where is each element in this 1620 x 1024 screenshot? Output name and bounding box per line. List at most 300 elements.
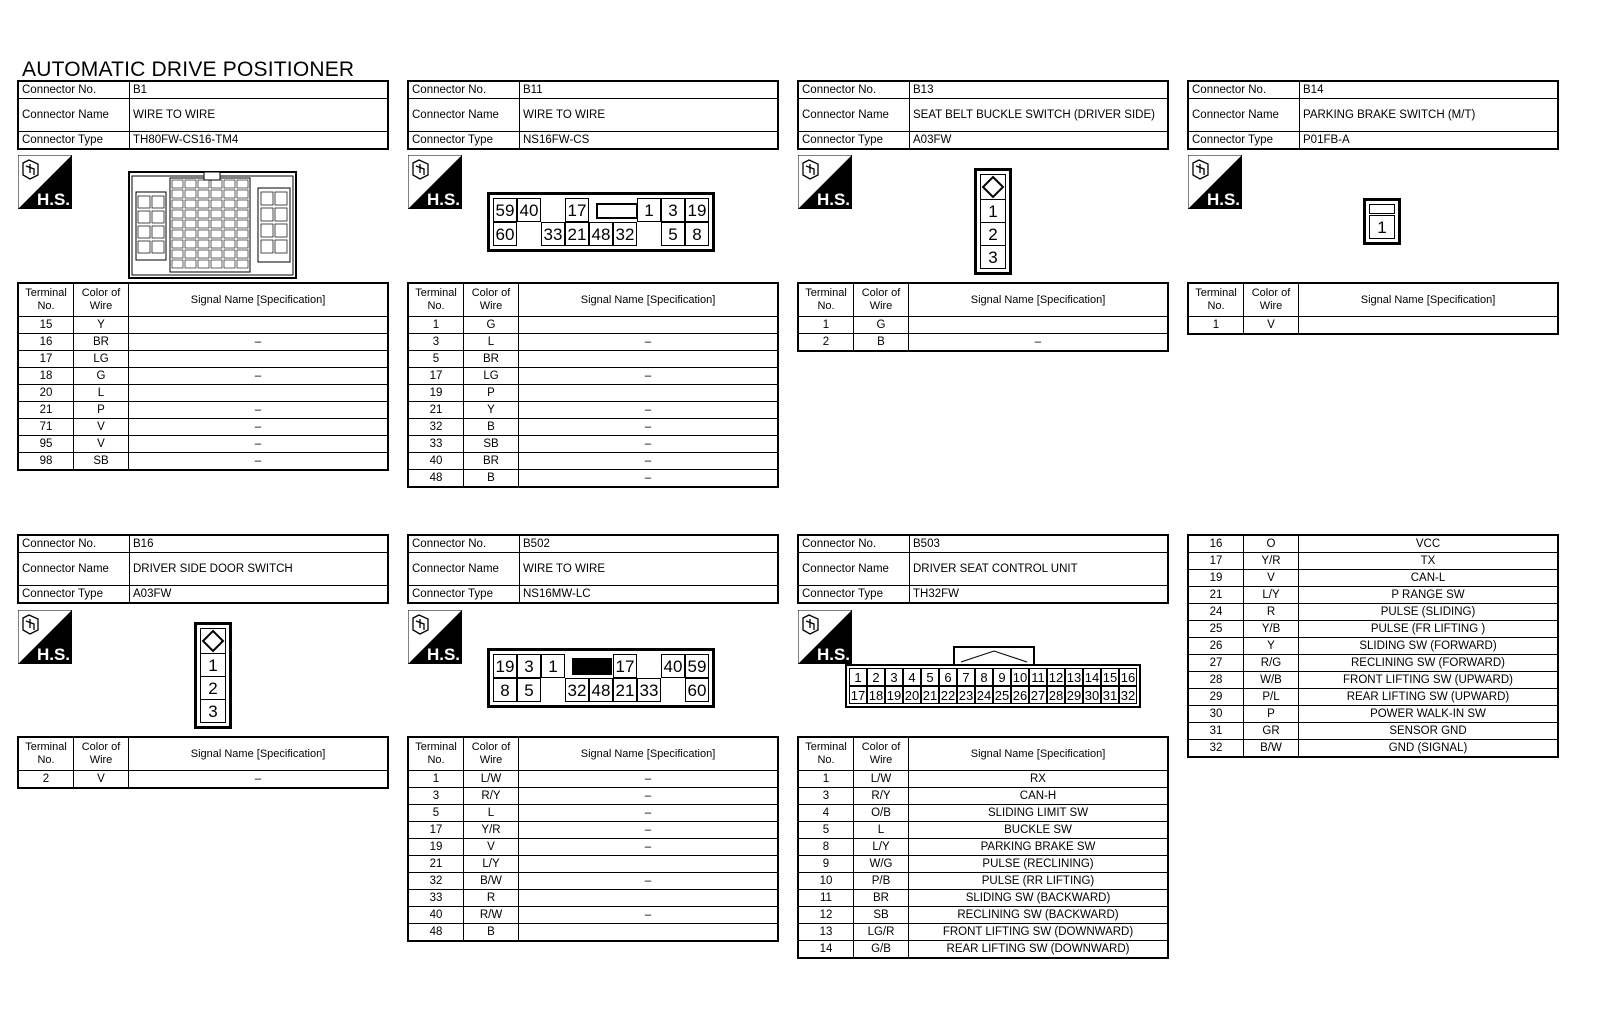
connector-type-row: [18, 586, 388, 604]
svg-text:H.S.: H.S.: [36, 190, 70, 209]
connector-no-row: [1188, 81, 1558, 99]
color-of-wire-header: Color of Wire: [854, 283, 909, 317]
pin: 15: [1102, 670, 1118, 685]
pin: 1: [541, 654, 565, 678]
wire-color: W/G: [854, 856, 909, 873]
terminal-no: 25: [1188, 621, 1244, 638]
connector-no-label: Connector No.: [798, 81, 910, 99]
signal-name: SLIDING SW (FORWARD): [1299, 638, 1559, 655]
connector-no-row: [798, 81, 1168, 99]
wire-color: B: [464, 419, 519, 436]
signal-name: POWER WALK-IN SW: [1299, 706, 1559, 723]
wire-color: P: [74, 402, 129, 419]
table-row: [798, 771, 1168, 788]
connector-name-value: WIRE TO WIRE: [520, 99, 779, 132]
terminal-table: [797, 736, 1169, 959]
terminal-no: 17: [1188, 553, 1244, 570]
terminal-table-header: [408, 737, 778, 771]
page-title: AUTOMATIC DRIVE POSITIONER: [22, 58, 355, 81]
signal-name: –: [519, 873, 779, 890]
terminal-table: [1187, 534, 1559, 758]
pin: 32: [613, 222, 637, 246]
signal-name: –: [129, 334, 389, 351]
wire-color: SB: [74, 453, 129, 471]
table-row: [798, 907, 1168, 924]
wire-color: P/B: [854, 873, 909, 890]
connector-header: [17, 80, 389, 150]
wire-color: BR: [464, 351, 519, 368]
table-row: [18, 436, 388, 453]
connector-name-value: PARKING BRAKE SWITCH (M/T): [1300, 99, 1559, 132]
key-slot: [596, 203, 638, 219]
signal-name-header: Signal Name [Specification]: [129, 283, 389, 317]
signal-name: [519, 856, 779, 873]
signal-name: PARKING BRAKE SW: [909, 839, 1169, 856]
harness-side-icon: [798, 155, 852, 209]
terminal-table-header: [798, 283, 1168, 317]
svg-text:H.S.: H.S.: [1206, 190, 1240, 209]
terminal-no: 9: [798, 856, 854, 873]
pin: 20: [904, 688, 920, 703]
signal-name-header: Signal Name [Specification]: [519, 737, 779, 771]
signal-name: RECLINING SW (BACKWARD): [909, 907, 1169, 924]
pin: 10: [1012, 670, 1028, 685]
pin: 1: [637, 198, 661, 222]
terminal-no: 48: [408, 470, 464, 488]
connector-no-value: B502: [520, 535, 779, 553]
harness-side-icon: [408, 610, 462, 664]
signal-name: –: [129, 368, 389, 385]
signal-name: SLIDING SW (BACKWARD): [909, 890, 1169, 907]
table-row: [408, 453, 778, 470]
color-of-wire-header: Color of Wire: [854, 737, 909, 771]
table-row: [798, 890, 1168, 907]
b1-connector-face: [128, 168, 298, 285]
table-row: [408, 771, 778, 788]
terminal-no: 16: [18, 334, 74, 351]
pin: [541, 678, 565, 702]
terminal-no: 24: [1188, 604, 1244, 621]
terminal-no: 20: [18, 385, 74, 402]
signal-name: PULSE (RR LIFTING): [909, 873, 1169, 890]
connector-name-label: Connector Name: [408, 99, 520, 132]
table-row: [18, 419, 388, 436]
table-row: [1188, 535, 1558, 553]
table-row: [18, 385, 388, 402]
signal-name: –: [519, 822, 779, 839]
connector-no-value: B13: [910, 81, 1169, 99]
wire-color: GR: [1244, 723, 1299, 740]
table-row: [1188, 706, 1558, 723]
svg-text:H.S.: H.S.: [36, 645, 70, 664]
table-row: [798, 822, 1168, 839]
pin: 5: [921, 668, 939, 686]
terminal-no: 17: [408, 822, 464, 839]
connector-name-value: SEAT BELT BUCKLE SWITCH (DRIVER SIDE): [910, 99, 1169, 132]
pin: 14: [1084, 670, 1100, 685]
pin: 48: [589, 678, 613, 702]
color-of-wire-header: Color of Wire: [1244, 283, 1299, 317]
wire-color: L/Y: [464, 856, 519, 873]
wire-color: L: [464, 334, 519, 351]
connector-type-value: A03FW: [130, 586, 389, 604]
pin: 33: [637, 678, 661, 702]
terminal-no: 3: [408, 334, 464, 351]
table-row: [1188, 621, 1558, 638]
table-row: [408, 351, 778, 368]
signal-name: P RANGE SW: [1299, 587, 1559, 604]
terminal-no: 15: [18, 317, 74, 334]
pin: [637, 222, 661, 246]
signal-name: FRONT LIFTING SW (UPWARD): [1299, 672, 1559, 689]
connector-no-label: Connector No.: [798, 535, 910, 553]
pin: 6: [939, 668, 957, 686]
pin: 2: [980, 222, 1006, 246]
pin-row: [849, 686, 1137, 704]
terminal-no: 1: [408, 317, 464, 334]
table-row: [1188, 604, 1558, 621]
pin: 19: [493, 654, 517, 678]
terminal-no: 21: [18, 402, 74, 419]
terminal-no: 71: [18, 419, 74, 436]
signal-name: VCC: [1299, 535, 1559, 553]
connector-name-value: DRIVER SEAT CONTROL UNIT: [910, 553, 1169, 586]
wire-color: SB: [464, 436, 519, 453]
table-row: [1188, 570, 1558, 587]
pin: 5: [661, 222, 685, 246]
terminal-no: 21: [408, 402, 464, 419]
connector-no-label: Connector No.: [18, 535, 130, 553]
terminal-no-header: Terminal No.: [408, 737, 464, 771]
connector-type-label: Connector Type: [18, 132, 130, 150]
pin: 19: [685, 198, 709, 222]
table-row: [798, 856, 1168, 873]
pin: 21: [613, 678, 637, 702]
signal-name-header: Signal Name [Specification]: [519, 283, 779, 317]
signal-name: [519, 385, 779, 402]
terminal-no: 33: [408, 436, 464, 453]
terminal-no-header: Terminal No.: [18, 283, 74, 317]
terminal-no: 19: [408, 839, 464, 856]
table-row: [408, 856, 778, 873]
pin: 3: [200, 699, 226, 723]
connector-type-row: [408, 132, 778, 150]
signal-name: BUCKLE SW: [909, 822, 1169, 839]
terminal-no: 31: [1188, 723, 1244, 740]
connector-type-value: NS16MW-LC: [520, 586, 779, 604]
wire-color: B/W: [464, 873, 519, 890]
pin: 33: [541, 222, 565, 246]
color-of-wire-header: Color of Wire: [74, 737, 129, 771]
table-row: [1188, 723, 1558, 740]
signal-name: [129, 317, 389, 334]
terminal-table: [1187, 282, 1559, 335]
connector-no-row: [408, 81, 778, 99]
terminal-table-header: [1188, 283, 1558, 317]
signal-name: PULSE (SLIDING): [1299, 604, 1559, 621]
connector-face: [1363, 198, 1401, 245]
wire-color: Y/B: [1244, 621, 1299, 638]
signal-name: [519, 890, 779, 907]
terminal-no: 28: [1188, 672, 1244, 689]
connector-name-row: [408, 553, 778, 586]
pin: 25: [994, 688, 1010, 703]
signal-name: REAR LIFTING SW (UPWARD): [1299, 689, 1559, 706]
wire-color: O: [1244, 535, 1299, 553]
key-bar: [1369, 204, 1395, 214]
wire-color: R: [1244, 604, 1299, 621]
table-row: [408, 402, 778, 419]
table-row: [408, 385, 778, 402]
signal-name: RECLINING SW (FORWARD): [1299, 655, 1559, 672]
pin: 8: [975, 668, 993, 686]
terminal-no: 95: [18, 436, 74, 453]
connector-no-row: [408, 535, 778, 553]
signal-name: –: [129, 419, 389, 436]
wire-color: P: [1244, 706, 1299, 723]
terminal-no: 18: [18, 368, 74, 385]
signal-name: –: [519, 788, 779, 805]
pin: 9: [993, 668, 1011, 686]
signal-name: TX: [1299, 553, 1559, 570]
table-row: [798, 317, 1168, 334]
terminal-no: 40: [408, 907, 464, 924]
wire-color: G/B: [854, 941, 909, 959]
color-of-wire-header: Color of Wire: [464, 737, 519, 771]
terminal-no: 5: [408, 805, 464, 822]
pin: 59: [493, 198, 517, 222]
connector-name-row: [18, 99, 388, 132]
terminal-table-header: [408, 283, 778, 317]
terminal-no: 17: [18, 351, 74, 368]
color-of-wire-header: Color of Wire: [464, 283, 519, 317]
terminal-no: 11: [798, 890, 854, 907]
pin-row: [849, 668, 1137, 686]
table-row: [408, 419, 778, 436]
connector-header: [17, 534, 389, 604]
terminal-table-header: [18, 283, 388, 317]
pin: 3: [517, 654, 541, 678]
connector-name-row: [798, 99, 1168, 132]
wire-color: G: [464, 317, 519, 334]
table-row: [1188, 672, 1558, 689]
wire-color: V: [74, 419, 129, 436]
key-diamond-icon: [201, 629, 225, 653]
wire-color: L/Y: [1244, 587, 1299, 604]
pin: [661, 678, 685, 702]
terminal-no: 16: [1188, 535, 1244, 553]
signal-name: [129, 351, 389, 368]
pin: 22: [940, 688, 956, 703]
table-row: [408, 924, 778, 942]
terminal-no: 40: [408, 453, 464, 470]
pin: 32: [1120, 688, 1136, 703]
connector-no-row: [798, 535, 1168, 553]
connector-type-label: Connector Type: [798, 586, 910, 604]
connector-type-row: [18, 132, 388, 150]
table-row: [18, 771, 388, 789]
connector-type-label: Connector Type: [408, 586, 520, 604]
terminal-no: 1: [408, 771, 464, 788]
pin: 21: [922, 688, 938, 703]
table-row: [798, 941, 1168, 959]
signal-name: CAN-H: [909, 788, 1169, 805]
connector-face: [845, 664, 1141, 708]
connector-name-row: [1188, 99, 1558, 132]
wire-color: BR: [74, 334, 129, 351]
table-row: [408, 334, 778, 351]
pin: 19: [886, 688, 902, 703]
connector-face: [487, 648, 715, 708]
pin: [517, 222, 541, 246]
pin: 3: [661, 198, 685, 222]
wire-color: Y: [1244, 638, 1299, 655]
wire-color: R: [464, 890, 519, 907]
connector-no-label: Connector No.: [408, 81, 520, 99]
wire-color: G: [854, 317, 909, 334]
terminal-no-header: Terminal No.: [1188, 283, 1244, 317]
signal-name: –: [519, 436, 779, 453]
terminal-no: 14: [798, 941, 854, 959]
terminal-table: [797, 282, 1169, 352]
terminal-no: 13: [798, 924, 854, 941]
table-row: [798, 805, 1168, 822]
terminal-table-header: [798, 737, 1168, 771]
table-row: [1188, 317, 1558, 335]
signal-name: –: [519, 419, 779, 436]
connector-name-label: Connector Name: [408, 553, 520, 586]
table-row: [18, 368, 388, 385]
connector-name-label: Connector Name: [18, 553, 130, 586]
terminal-no: 12: [798, 907, 854, 924]
table-row: [1188, 740, 1558, 758]
table-row: [798, 873, 1168, 890]
connector-type-value: TH80FW-CS16-TM4: [130, 132, 389, 150]
pin: 18: [868, 688, 884, 703]
wire-color: SB: [854, 907, 909, 924]
pin: 5: [517, 678, 541, 702]
table-row: [408, 839, 778, 856]
table-row: [408, 873, 778, 890]
pin: 32: [565, 678, 589, 702]
connector-type-row: [798, 132, 1168, 150]
terminal-no: 32: [408, 419, 464, 436]
connector-name-row: [798, 553, 1168, 586]
wire-color: L: [464, 805, 519, 822]
table-row: [1188, 655, 1558, 672]
terminal-no: 33: [408, 890, 464, 907]
pin: 1: [849, 668, 867, 686]
table-row: [18, 334, 388, 351]
signal-name: –: [519, 334, 779, 351]
signal-name: CAN-L: [1299, 570, 1559, 587]
pin: 4: [903, 668, 921, 686]
signal-name: SENSOR GND: [1299, 723, 1559, 740]
signal-name-header: Signal Name [Specification]: [129, 737, 389, 771]
wire-color: R/Y: [854, 788, 909, 805]
svg-text:H.S.: H.S.: [426, 190, 460, 209]
pin: 17: [850, 688, 866, 703]
signal-name-header: Signal Name [Specification]: [1299, 283, 1559, 317]
signal-name: –: [519, 402, 779, 419]
terminal-no-header: Terminal No.: [18, 737, 74, 771]
pin: 1: [980, 199, 1006, 223]
terminal-no: 26: [1188, 638, 1244, 655]
pin: 8: [493, 678, 517, 702]
wire-color: V: [464, 839, 519, 856]
table-row: [18, 402, 388, 419]
wire-color: BR: [854, 890, 909, 907]
pin: 3: [885, 668, 903, 686]
pin: 12: [1048, 670, 1064, 685]
connector-type-value: NS16FW-CS: [520, 132, 779, 150]
terminal-no: 5: [408, 351, 464, 368]
wire-color: Y: [464, 402, 519, 419]
connector-header: [797, 80, 1169, 150]
connector-name-value: WIRE TO WIRE: [520, 553, 779, 586]
harness-side-icon: [798, 610, 852, 664]
wire-color: L/Y: [854, 839, 909, 856]
signal-name: –: [519, 839, 779, 856]
connector-no-value: B14: [1300, 81, 1559, 99]
wire-color: B: [464, 924, 519, 942]
connector-type-row: [408, 586, 778, 604]
terminal-no: 30: [1188, 706, 1244, 723]
terminal-table: [17, 736, 389, 789]
connector-name-value: WIRE TO WIRE: [130, 99, 389, 132]
connector-hood: [953, 646, 1035, 664]
connector-name-row: [18, 553, 388, 586]
wire-color: Y/R: [1244, 553, 1299, 570]
signal-name: [129, 385, 389, 402]
harness-side-icon: [1188, 155, 1242, 209]
terminal-no: 21: [1188, 587, 1244, 604]
pin: 23: [958, 688, 974, 703]
pin-row: [493, 222, 709, 246]
pin: 59: [685, 654, 709, 678]
connector-type-label: Connector Type: [1188, 132, 1300, 150]
wire-color: B/W: [1244, 740, 1299, 758]
harness-side-icon: [18, 610, 72, 664]
pin: 60: [493, 222, 517, 246]
pin: 28: [1048, 688, 1064, 703]
signal-name: –: [519, 368, 779, 385]
table-row: [408, 436, 778, 453]
table-row: [18, 453, 388, 471]
table-row: [798, 788, 1168, 805]
key-diamond-icon: [981, 175, 1005, 199]
signal-name-header: Signal Name [Specification]: [909, 283, 1169, 317]
pin: 21: [565, 222, 589, 246]
signal-name: –: [519, 805, 779, 822]
pin: 60: [685, 678, 709, 702]
svg-text:H.S.: H.S.: [426, 645, 460, 664]
color-of-wire-header: Color of Wire: [74, 283, 129, 317]
connector-type-value: P01FB-A: [1300, 132, 1559, 150]
signal-name: REAR LIFTING SW (DOWNWARD): [909, 941, 1169, 959]
wire-color: V: [1244, 317, 1299, 335]
connector-type-row: [1188, 132, 1558, 150]
terminal-no: 2: [18, 771, 74, 789]
terminal-no: 32: [1188, 740, 1244, 758]
table-row: [408, 890, 778, 907]
terminal-no-header: Terminal No.: [798, 283, 854, 317]
wire-color: LG: [74, 351, 129, 368]
terminal-no: 98: [18, 453, 74, 471]
signal-name: [519, 317, 779, 334]
terminal-no: 3: [408, 788, 464, 805]
wire-color: B: [854, 334, 909, 352]
